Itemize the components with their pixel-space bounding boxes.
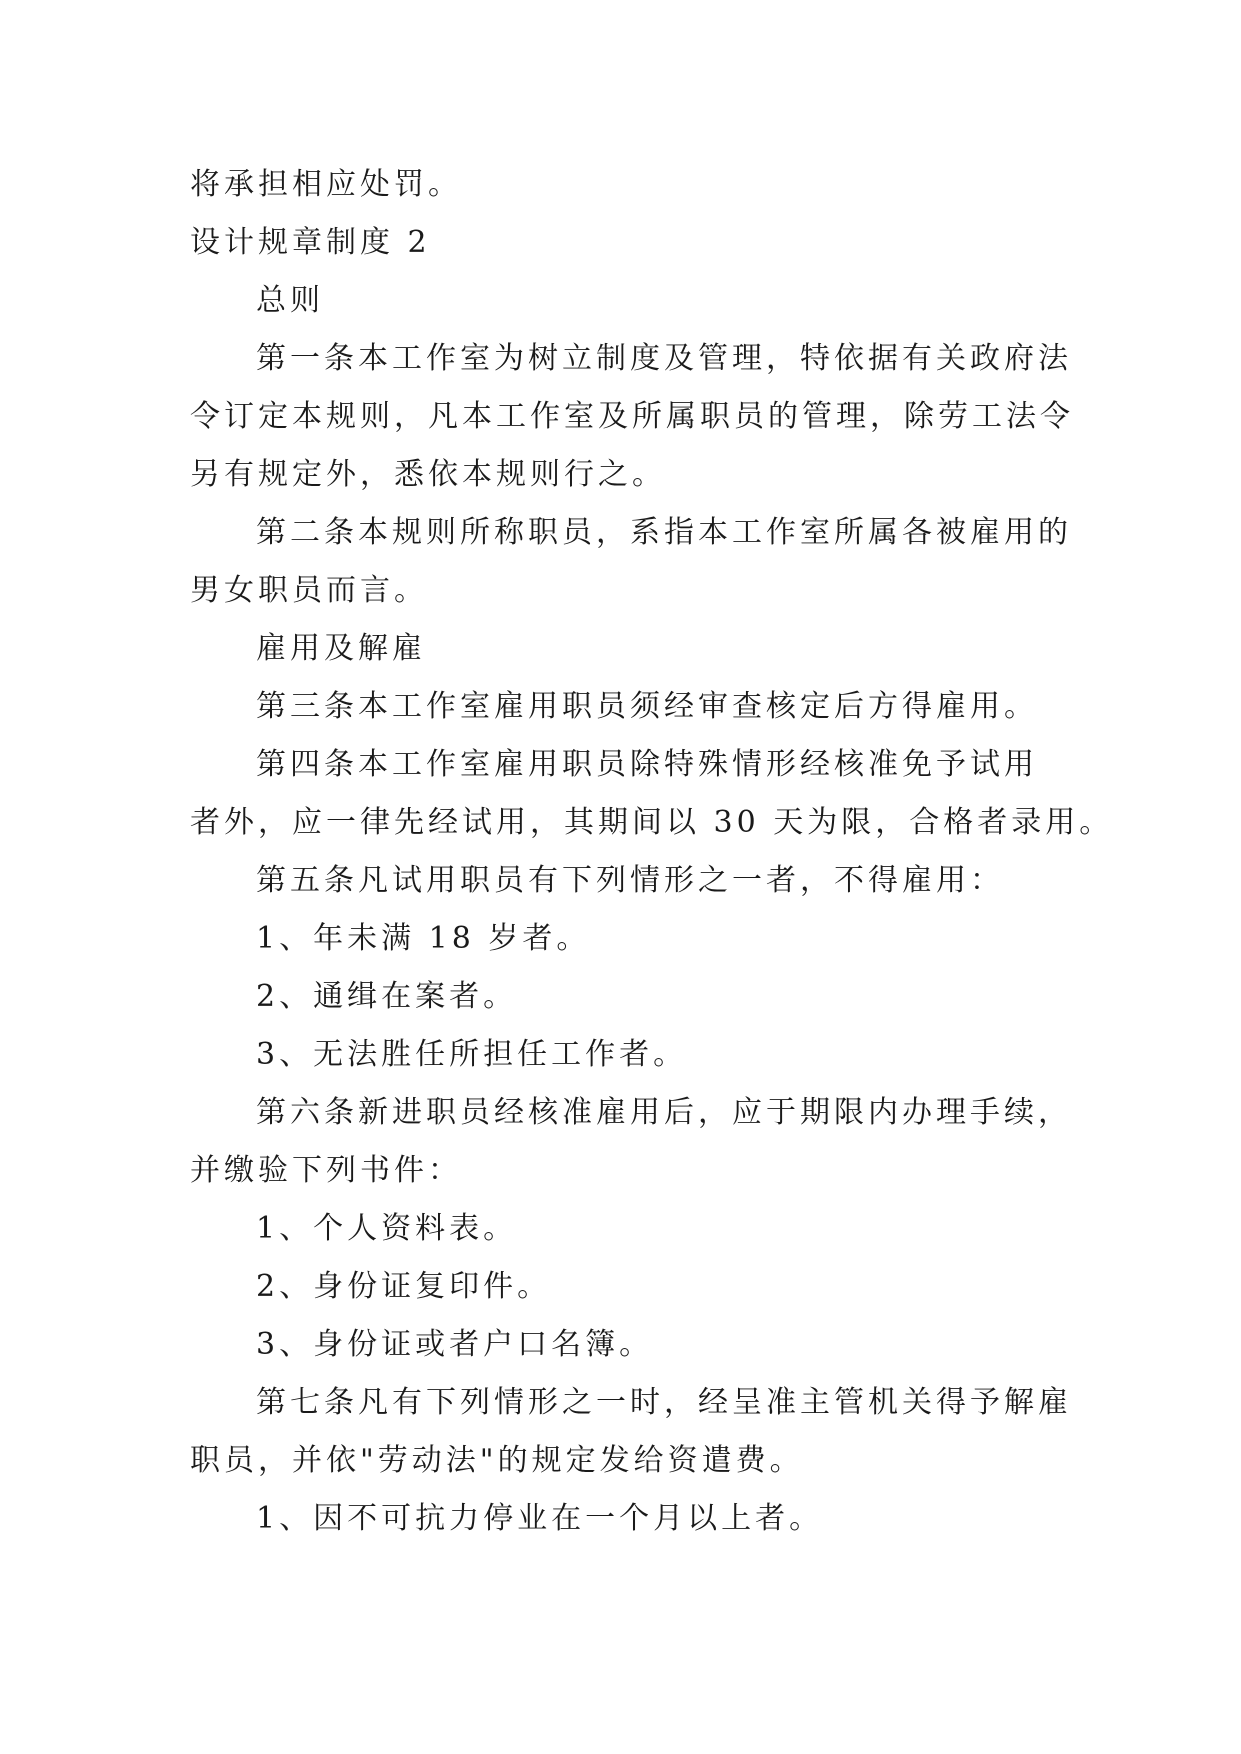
text-line: 第一条本工作室为树立制度及管理，特依据有关政府法 xyxy=(256,341,1072,376)
text-line: 令订定本规则，凡本工作室及所属职员的管理，除劳工法令 xyxy=(190,399,1074,434)
text-line: 另有规定外，悉依本规则行之。 xyxy=(190,457,666,492)
list-item: 1、个人资料表。 xyxy=(256,1211,518,1246)
text-line: 将承担相应处罚。 xyxy=(190,167,462,202)
text-line: 并缴验下列书件： xyxy=(190,1153,462,1188)
list-item: 2、身份证复印件。 xyxy=(256,1269,552,1304)
text-line: 职员，并依"劳动法"的规定发给资遣费。 xyxy=(190,1443,804,1478)
list-item: 3、身份证或者户口名簿。 xyxy=(256,1327,654,1362)
text-line: 第三条本工作室雇用职员须经审查核定后方得雇用。 xyxy=(256,689,1038,724)
text-line: 第七条凡有下列情形之一时，经呈准主管机关得予解雇 xyxy=(256,1385,1072,1420)
document-body xyxy=(190,156,1114,1548)
chapter-heading: 总则 xyxy=(256,283,324,318)
text-line: 第五条凡试用职员有下列情形之一者，不得雇用： xyxy=(256,863,1004,898)
text-line: 男女职员而言。 xyxy=(190,573,428,608)
text-line: 第四条本工作室雇用职员除特殊情形经核准免予试用 xyxy=(256,747,1038,782)
text-line: 者外，应一律先经试用，其期间以 30 天为限，合格者录用。 xyxy=(190,805,1114,840)
list-item: 2、通缉在案者。 xyxy=(256,979,518,1014)
text-line: 第六条新进职员经核准雇用后，应于期限内办理手续， xyxy=(256,1095,1072,1130)
chapter-heading: 雇用及解雇 xyxy=(256,631,426,666)
text-line: 第二条本规则所称职员，系指本工作室所属各被雇用的 xyxy=(256,515,1072,550)
list-item: 1、年未满 18 岁者。 xyxy=(256,921,591,956)
section-heading: 设计规章制度 2 xyxy=(190,225,431,260)
list-item: 1、因不可抗力停业在一个月以上者。 xyxy=(256,1501,824,1536)
list-item: 3、无法胜任所担任工作者。 xyxy=(256,1037,688,1072)
